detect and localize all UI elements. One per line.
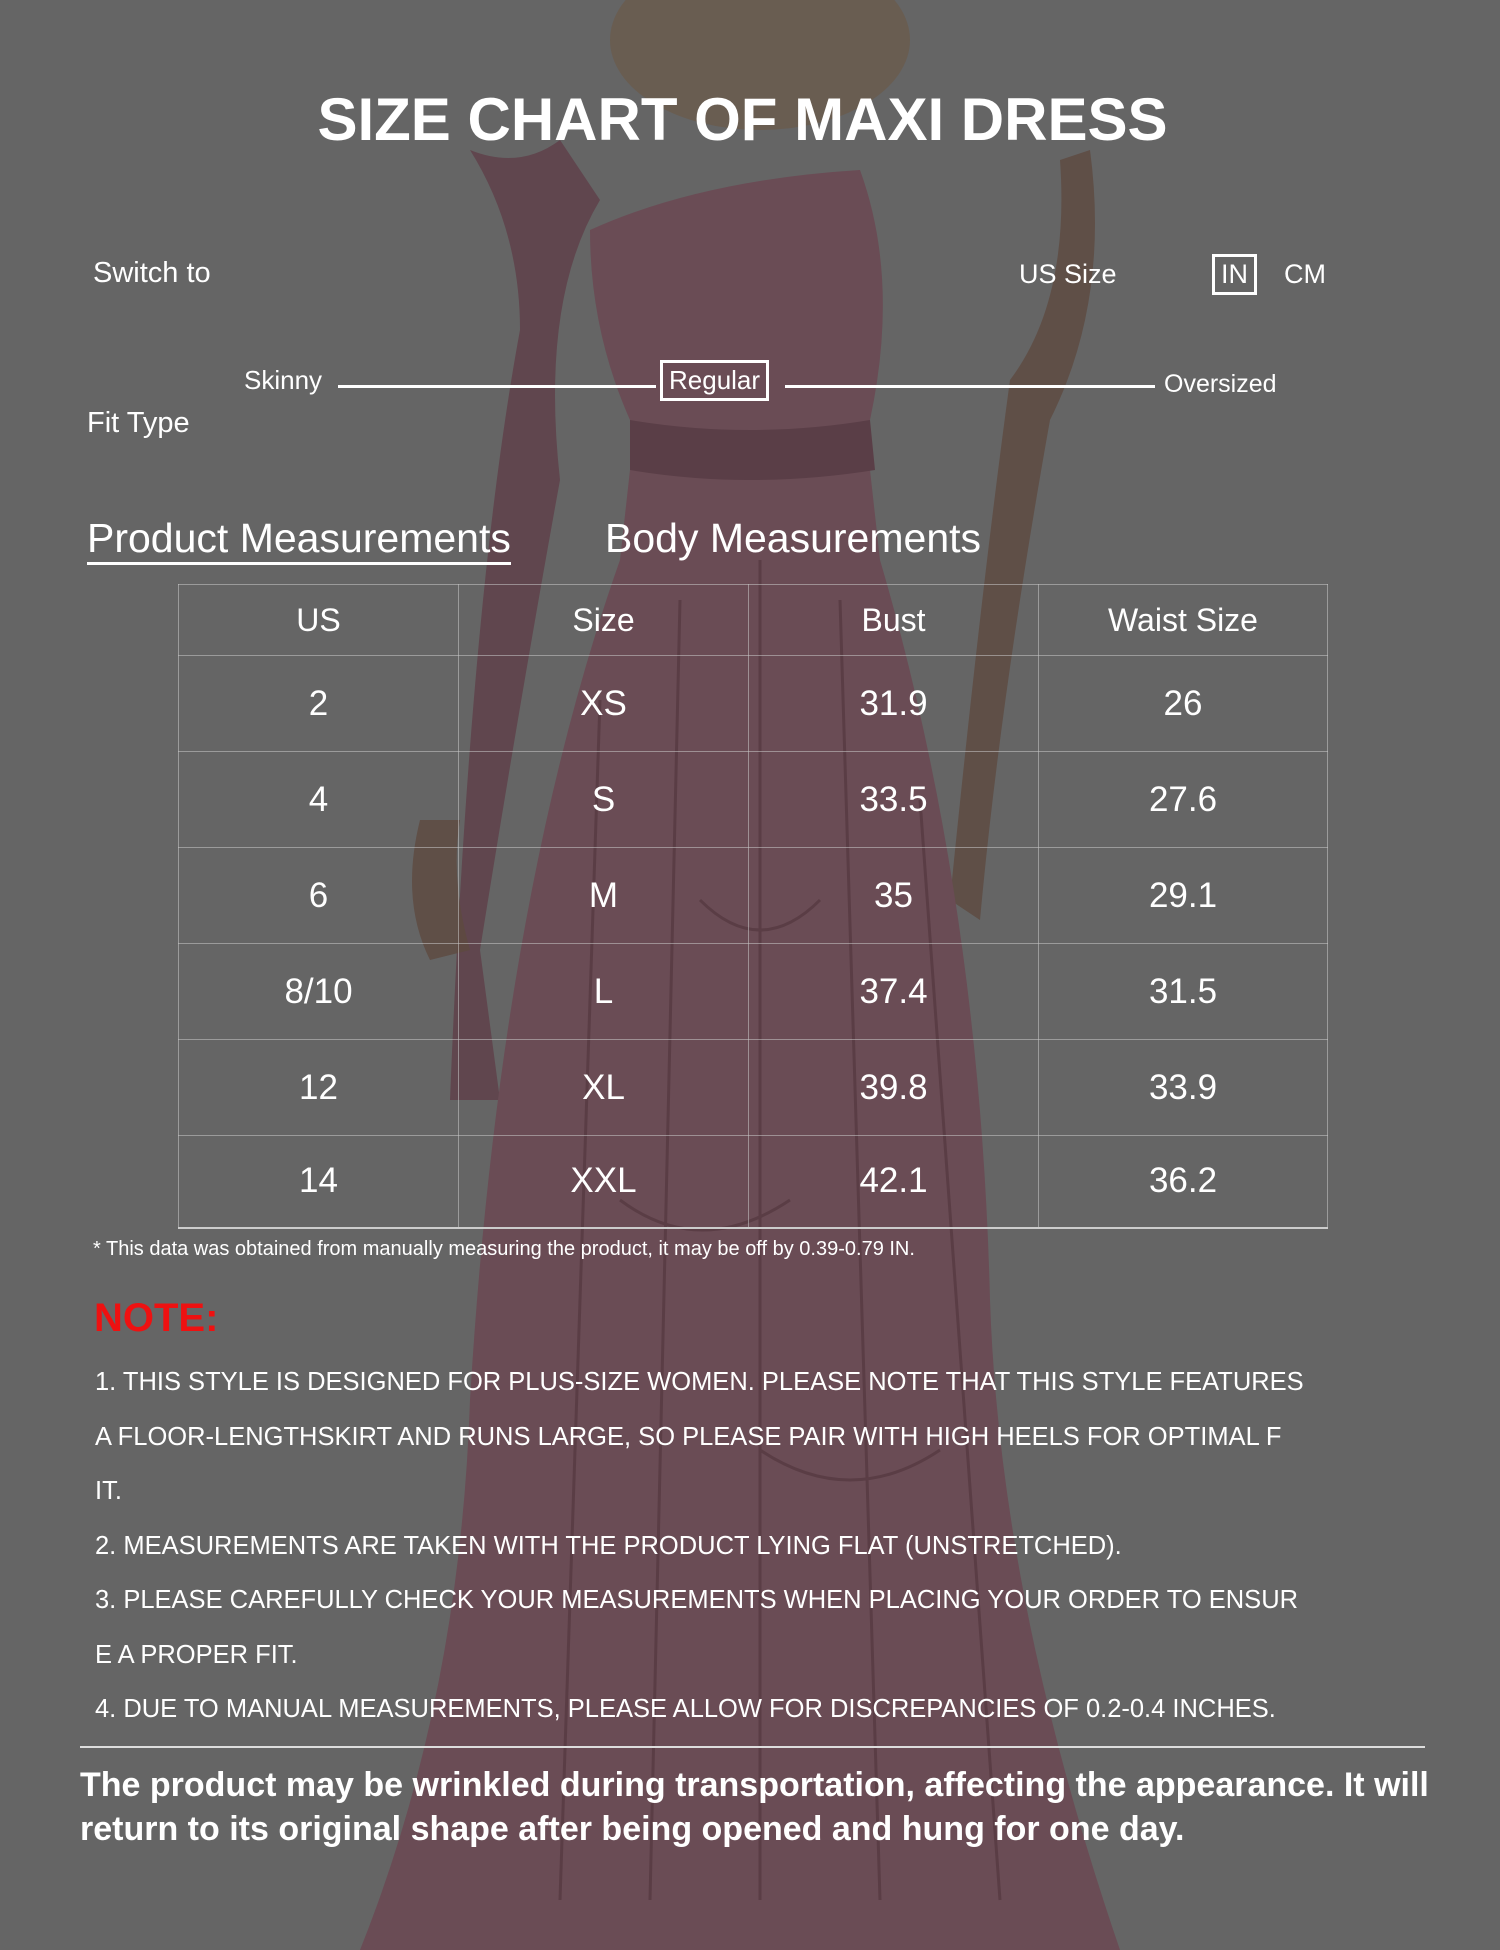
cell-size: XXL bbox=[459, 1136, 749, 1228]
cell-us: 6 bbox=[179, 848, 459, 944]
fit-type-label: Fit Type bbox=[87, 407, 190, 439]
divider bbox=[80, 1746, 1425, 1748]
cell-size: L bbox=[459, 944, 749, 1040]
table-header-row bbox=[179, 585, 1328, 656]
cell-bust: 39.8 bbox=[749, 1040, 1039, 1136]
cell-waist: 26 bbox=[1039, 656, 1328, 752]
fit-slider-track-right bbox=[785, 385, 1155, 388]
table-row bbox=[179, 1040, 1328, 1136]
column-header-size: Size bbox=[459, 585, 749, 656]
table-row bbox=[179, 944, 1328, 1040]
fit-skinny-option[interactable]: Skinny bbox=[244, 365, 323, 395]
cell-bust: 37.4 bbox=[749, 944, 1039, 1040]
unit-cm-button[interactable]: CM bbox=[1284, 259, 1326, 289]
cell-waist: 29.1 bbox=[1039, 848, 1328, 944]
note-line: 2. MEASUREMENTS ARE TAKEN WITH THE PRODUCT LYING FLAT (UNSTRETCHED). bbox=[95, 1532, 1122, 1560]
cell-bust: 33.5 bbox=[749, 752, 1039, 848]
size-table bbox=[178, 584, 1328, 1229]
cell-us: 4 bbox=[179, 752, 459, 848]
cell-us: 12 bbox=[179, 1040, 459, 1136]
table-row bbox=[179, 656, 1328, 752]
fit-slider-track-left bbox=[338, 385, 656, 388]
column-header-us: US bbox=[179, 585, 459, 656]
cell-waist: 36.2 bbox=[1039, 1136, 1328, 1228]
switch-label: Switch to bbox=[93, 257, 211, 289]
column-header-bust: Bust bbox=[749, 585, 1039, 656]
page-title: SIZE CHART OF MAXI DRESS bbox=[317, 86, 1168, 153]
note-line: E A PROPER FIT. bbox=[95, 1641, 298, 1669]
cell-bust: 42.1 bbox=[749, 1136, 1039, 1228]
cell-size: XS bbox=[459, 656, 749, 752]
note-line: 3. PLEASE CAREFULLY CHECK YOUR MEASUREMENTS WHEN PLACING YOUR ORDER TO ENSUR bbox=[95, 1586, 1299, 1614]
cell-size: XL bbox=[459, 1040, 749, 1136]
cell-us: 8/10 bbox=[179, 944, 459, 1040]
cell-waist: 27.6 bbox=[1039, 752, 1328, 848]
note-heading: NOTE: bbox=[94, 1296, 219, 1340]
note-line: 1. THIS STYLE IS DESIGNED FOR PLUS-SIZE WOMEN. PLEASE NOTE THAT THIS STYLE FEATURES bbox=[95, 1368, 1304, 1396]
cell-size: S bbox=[459, 752, 749, 848]
cell-waist: 33.9 bbox=[1039, 1040, 1328, 1136]
table-row bbox=[179, 1136, 1328, 1228]
cell-bust: 35 bbox=[749, 848, 1039, 944]
tab-product-measurements[interactable]: Product Measurements bbox=[87, 515, 511, 565]
note-line: A FLOOR-LENGTHSKIRT AND RUNS LARGE, SO PLEASE PAIR WITH HIGH HEELS FOR OPTIMAL F bbox=[95, 1423, 1282, 1451]
note-line: IT. bbox=[95, 1477, 122, 1505]
cell-us: 2 bbox=[179, 656, 459, 752]
size-system-label[interactable]: US Size bbox=[1019, 259, 1117, 289]
measurement-footnote: * This data was obtained from manually measuring the product, it may be off by 0.39-0.79 IN. bbox=[93, 1238, 915, 1260]
cell-bust: 31.9 bbox=[749, 656, 1039, 752]
cell-size: M bbox=[459, 848, 749, 944]
cell-waist: 31.5 bbox=[1039, 944, 1328, 1040]
wrinkle-notice: The product may be wrinkled during transportation, affecting the appearance. It will return to its original shape after being opened and hung for one day. bbox=[80, 1766, 1429, 1848]
fit-oversized-option[interactable]: Oversized bbox=[1164, 370, 1277, 398]
column-header-waist: Waist Size bbox=[1039, 585, 1328, 656]
tab-body-measurements[interactable]: Body Measurements bbox=[605, 515, 982, 561]
table-row bbox=[179, 848, 1328, 944]
table-row bbox=[179, 752, 1328, 848]
unit-in-button[interactable]: IN bbox=[1212, 254, 1257, 295]
fit-regular-option[interactable]: Regular bbox=[660, 360, 769, 401]
note-line: 4. DUE TO MANUAL MEASUREMENTS, PLEASE ALLOW FOR DISCREPANCIES OF 0.2-0.4 INCHES. bbox=[95, 1695, 1276, 1723]
cell-us: 14 bbox=[179, 1136, 459, 1228]
